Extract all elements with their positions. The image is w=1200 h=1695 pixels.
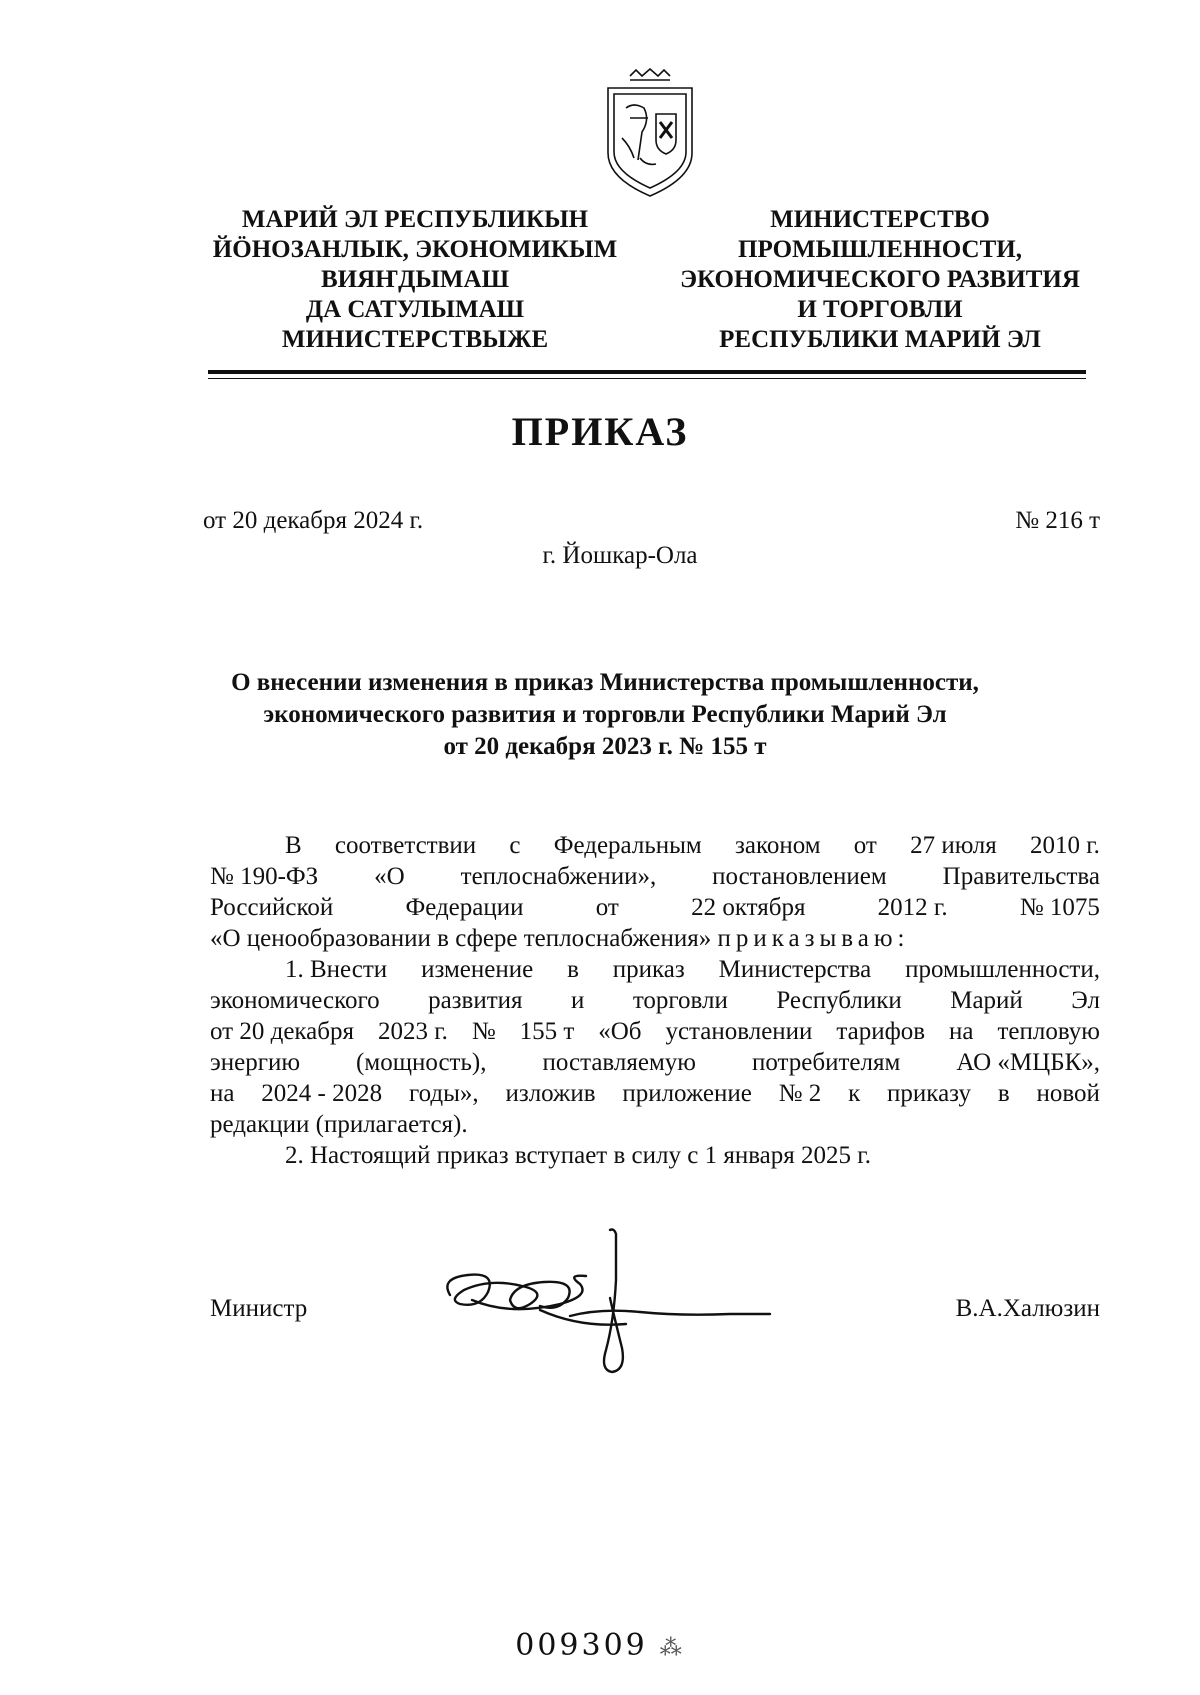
word: приложение <box>622 1080 752 1107</box>
word: новой <box>1036 1080 1100 1107</box>
word: 155 т <box>519 1018 575 1045</box>
word: 27 июля <box>910 832 997 859</box>
word: торговли <box>632 987 728 1014</box>
order-number: № 216 т <box>1015 507 1100 534</box>
body-line <box>210 1047 1100 1078</box>
word: № 1075 <box>1019 894 1100 921</box>
word: в <box>567 956 579 983</box>
word: Правительства <box>942 863 1100 890</box>
word: поставляемую <box>542 1049 696 1076</box>
signer-name: В.А.Халюзин <box>955 1295 1100 1322</box>
word: 2023 г. <box>377 1018 448 1045</box>
word: АО «МЦБК», <box>956 1049 1100 1076</box>
word: «Об <box>598 1018 642 1045</box>
body-line <box>210 1078 1100 1109</box>
header-right-line: ПРОМЫШЛЕННОСТИ, <box>738 236 1022 263</box>
word: законом <box>734 832 821 859</box>
word: от <box>853 832 877 859</box>
word: экономического <box>210 987 380 1014</box>
word: Федерации <box>405 894 524 921</box>
word: на <box>210 1080 235 1107</box>
body-line <box>210 830 1100 861</box>
body-line <box>210 923 1100 954</box>
header-rule-thin <box>208 378 1086 379</box>
subject-line: от 20 декабря 2023 г. № 155 т <box>443 733 767 760</box>
body-line <box>210 985 1100 1016</box>
word: 2010 г. <box>1029 832 1100 859</box>
order-body <box>210 830 1100 1171</box>
word: с <box>509 832 521 859</box>
word: Марий <box>950 987 1023 1014</box>
word: тепловую <box>997 1018 1100 1045</box>
order-subject <box>150 667 1060 763</box>
word: к <box>848 1080 861 1107</box>
word: В <box>285 832 302 859</box>
word: и <box>570 987 585 1014</box>
word: Республики <box>776 987 902 1014</box>
header-right-line: МИНИСТЕРСТВО <box>770 206 990 233</box>
word: 22 октября <box>691 894 806 921</box>
serial-number-line <box>0 1628 1200 1663</box>
header-left-line: ЙӦНОЗАНЛЫК, ЭКОНОМИКЫМ <box>212 236 618 263</box>
word: 1. Внести <box>285 956 388 983</box>
word: 2012 г. <box>877 894 948 921</box>
handwritten-signature <box>430 1220 810 1380</box>
body-line: 2. Настоящий приказ вступает в силу с 1 января 2025 г. <box>285 1142 871 1169</box>
word: изменение <box>421 956 534 983</box>
word: 2024 - 2028 <box>261 1080 383 1107</box>
word: «О <box>374 863 405 890</box>
word: установлении <box>665 1018 813 1045</box>
body-line <box>210 892 1100 923</box>
word: от 20 декабря <box>210 1018 354 1045</box>
word: от <box>595 894 619 921</box>
header-right-line: РЕСПУБЛИКИ МАРИЙ ЭЛ <box>719 326 1041 353</box>
word: Федеральным <box>553 832 702 859</box>
header-left-mari <box>195 205 635 355</box>
word: потребителям <box>751 1049 901 1076</box>
signer-title: Министр <box>210 1295 308 1322</box>
subject-line: экономического развития и торговли Республики Марий Эл <box>263 701 947 728</box>
word: приказ <box>612 956 685 983</box>
order-city: г. Йошкар-Ола <box>542 542 698 569</box>
document-title: ПРИКАЗ <box>511 409 689 454</box>
serial-number: 009309 <box>515 1628 648 1663</box>
word: соответствии <box>334 832 477 859</box>
body-line <box>210 861 1100 892</box>
header-left-line: ВИЯҤДЫМАШ <box>320 266 510 293</box>
word: № <box>471 1018 496 1045</box>
word: энергию <box>210 1049 301 1076</box>
header-left-line: ДА САТУЛЫМАШ <box>305 296 525 323</box>
header-left-line: МИНИСТЕРСТВЫЖЕ <box>281 326 549 353</box>
word: промышленности, <box>905 956 1100 983</box>
body-line <box>210 1016 1100 1047</box>
word: развития <box>428 987 523 1014</box>
coat-of-arms-emblem <box>600 68 700 200</box>
word: (мощность), <box>356 1049 487 1076</box>
body-line <box>210 954 1100 985</box>
header-rule-thick <box>208 370 1086 374</box>
word: в <box>997 1080 1010 1107</box>
order-date: от 20 декабря 2024 г. <box>203 507 424 534</box>
word: № 2 <box>778 1080 822 1107</box>
header-right-line: И ТОРГОВЛИ <box>797 296 963 323</box>
word: приказу <box>887 1080 972 1107</box>
word: годы», <box>408 1080 479 1107</box>
header-right-russian <box>660 205 1100 355</box>
directive-word: приказываю: <box>717 925 910 952</box>
word: № 190-ФЗ <box>210 863 319 890</box>
word: постановлением <box>712 863 887 890</box>
header-left-line: МАРИЙ ЭЛ РЕСПУБЛИКЫН <box>241 206 589 233</box>
word: теплоснабжении», <box>460 863 657 890</box>
serial-mark: ⁂ <box>659 1636 685 1661</box>
body-line: редакции (прилагается). <box>210 1111 468 1138</box>
word: Эл <box>1071 987 1100 1014</box>
word: на <box>949 1018 974 1045</box>
subject-line: О внесении изменения в приказ Министерства промышленности, <box>231 669 979 696</box>
word: тарифов <box>836 1018 926 1045</box>
body-text: «О ценообразовании в сфере теплоснабжения» <box>210 925 718 952</box>
word: Российской <box>210 894 334 921</box>
word: Министерства <box>718 956 872 983</box>
header-right-line: ЭКОНОМИЧЕСКОГО РАЗВИТИЯ <box>680 266 1080 293</box>
word: изложив <box>505 1080 596 1107</box>
